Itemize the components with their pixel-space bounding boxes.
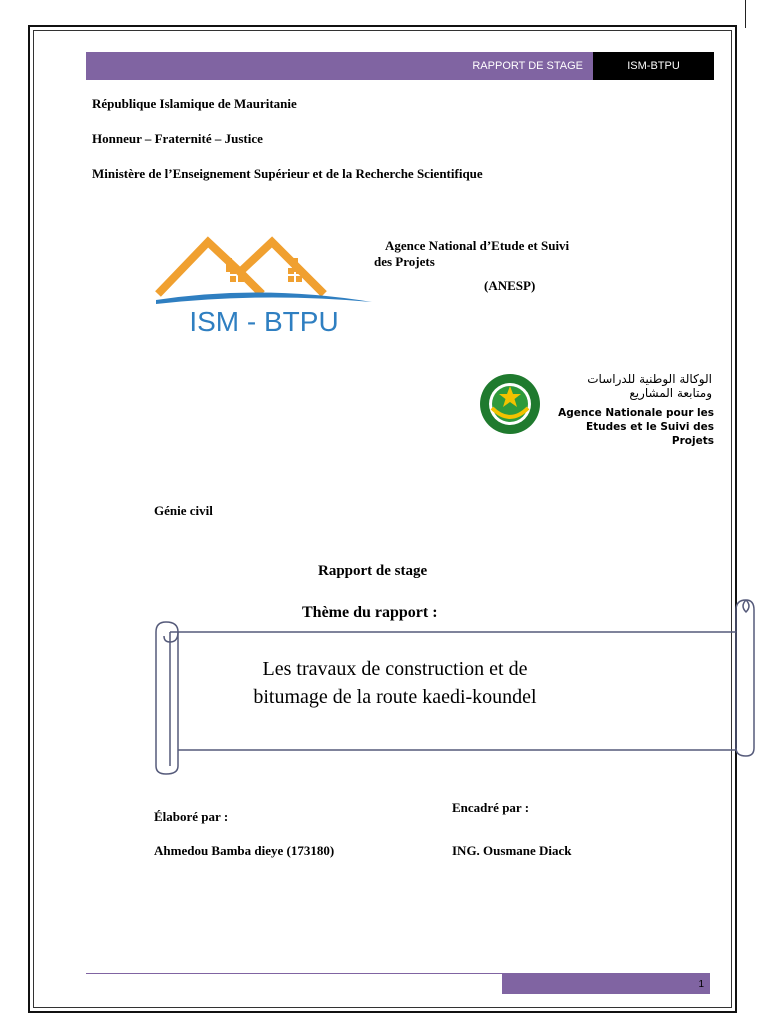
french-line-2: Etudes et le Suivi des Projets <box>585 421 714 447</box>
arabic-line-1: الوكالة الوطنية للدراسات <box>587 372 712 386</box>
anesp-logo <box>478 370 718 447</box>
country-name: République Islamique de Mauritanie <box>92 96 297 111</box>
swoosh-icon <box>156 292 372 304</box>
anesp-arabic-name <box>546 372 712 400</box>
anesp-french-name <box>544 406 714 448</box>
supervisor-name: ING. Ousmane Diack <box>452 843 572 858</box>
page-number: 1 <box>698 978 704 990</box>
arabic-line-2: ومتابعة المشاريع <box>629 386 712 400</box>
header-report-label: RAPPORT DE STAGE <box>86 52 593 80</box>
roof-icon <box>158 242 324 294</box>
theme-line-1: Les travaux de construction et de <box>262 658 528 680</box>
ism-btpu-logo <box>152 236 377 336</box>
report-theme <box>190 655 600 711</box>
national-motto: Honneur – Fraternité – Justice <box>92 131 263 146</box>
edge-line <box>745 0 746 28</box>
agency-name <box>374 238 604 270</box>
logo-text: ISM - BTPU <box>189 306 339 336</box>
header-school-label: ISM-BTPU <box>593 52 714 80</box>
agency-line-1: Agence National d’Etude et Suivi <box>385 238 570 253</box>
department: Génie civil <box>154 503 213 518</box>
supervisor-label: Encadré par : <box>452 800 530 815</box>
author-name: Ahmedou Bamba dieye (173180) <box>154 843 335 858</box>
ministry-name: Ministère de l’Enseignement Supérieur et de la Recherche Scientifique <box>92 166 483 181</box>
seal-icon <box>478 372 542 436</box>
theme-label: Thème du rapport : <box>302 604 438 621</box>
report-type: Rapport de stage <box>318 563 428 579</box>
header-bar <box>86 52 714 80</box>
author-label: Élaboré par : <box>154 809 229 824</box>
agency-line-2: des Projets <box>374 254 435 269</box>
theme-line-2: bitumage de la route kaedi-koundel <box>253 686 537 708</box>
footer-bar <box>502 974 710 994</box>
french-line-1: Agence Nationale pour les <box>558 407 714 419</box>
agency-acronym: (ANESP) <box>484 278 536 293</box>
